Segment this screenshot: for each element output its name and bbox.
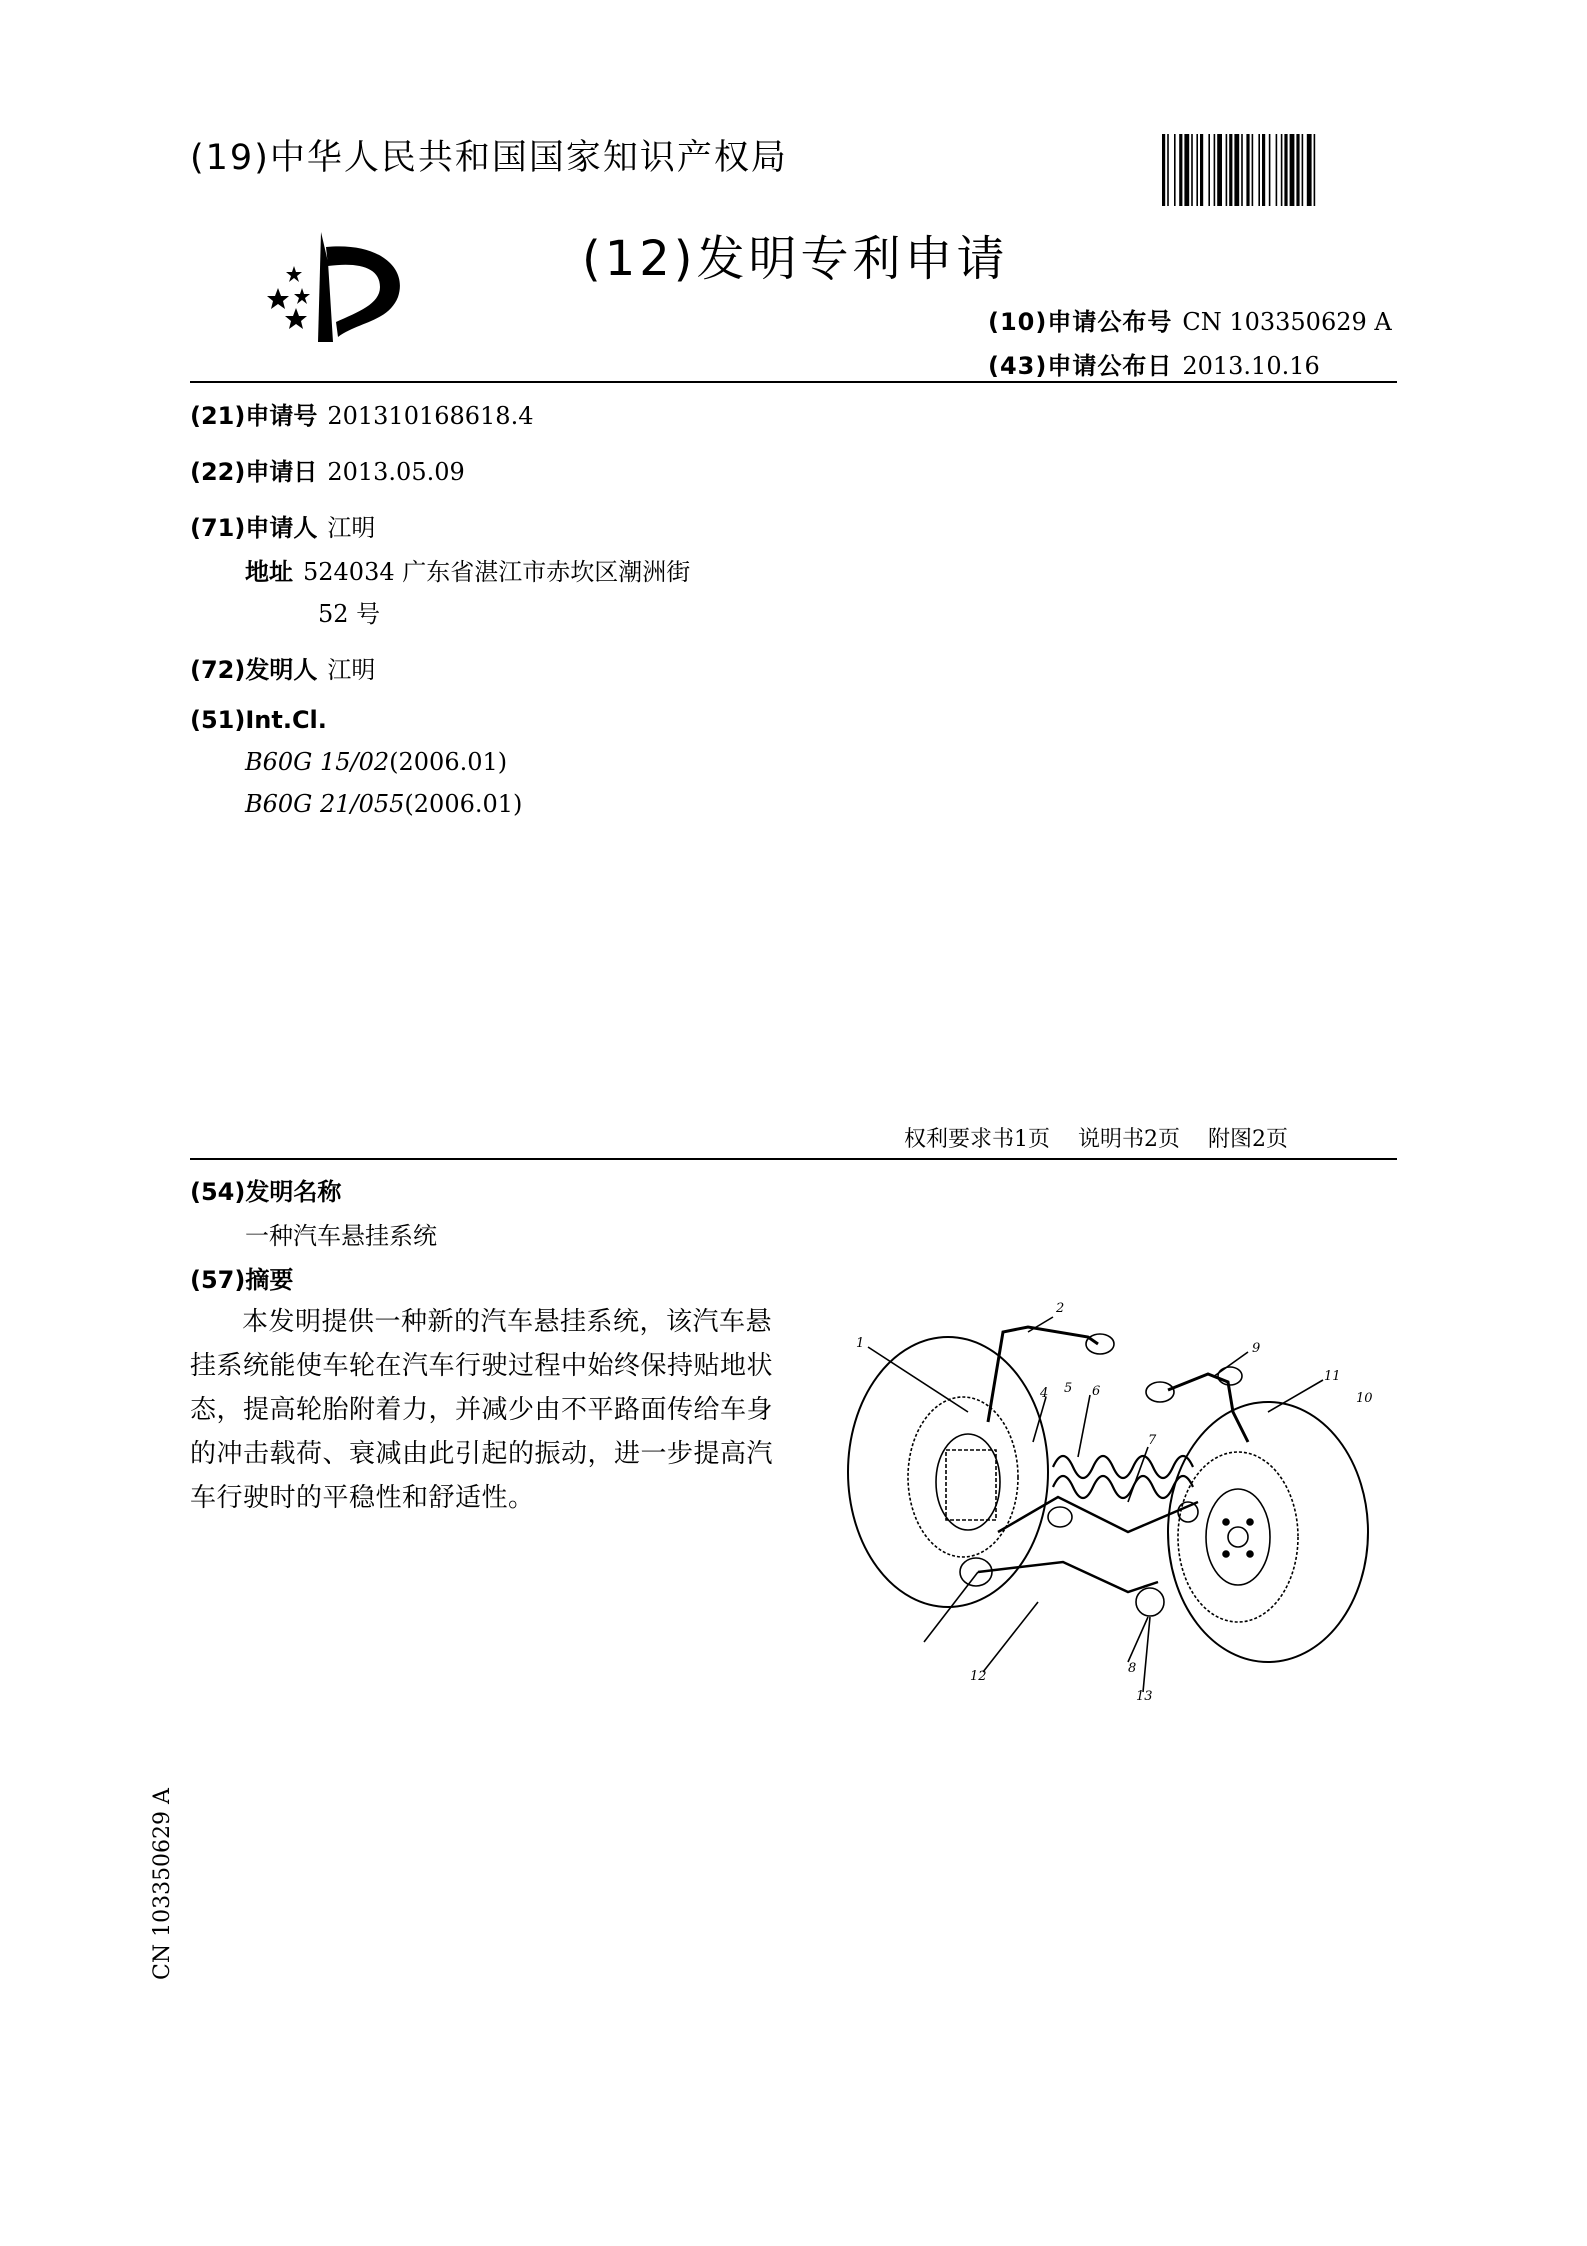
drawing-label: 2 (1056, 1301, 1065, 1316)
drawing-label: 1 (856, 1336, 865, 1351)
applicant-label: (71)申请人 (190, 514, 318, 542)
drawing-label: 4 (1040, 1386, 1049, 1401)
header-divider (190, 381, 1397, 383)
drawing-label: 13 (1136, 1689, 1153, 1704)
page-counts (904, 1122, 1316, 1153)
cnipa-emblem-icon (258, 222, 428, 342)
address-label: 地址 (245, 558, 293, 586)
drawing-label: 7 (1148, 1433, 1157, 1448)
drawing-label: 12 (970, 1669, 987, 1684)
filing-date-label: (22)申请日 (190, 458, 318, 486)
ipc-label: (51)Int.Cl. (190, 706, 327, 734)
section-divider (190, 1158, 1397, 1160)
invention-title-label: (54)发明名称 (190, 1178, 342, 1206)
barcode-icon (1162, 134, 1397, 206)
ipc-version: (2006.01) (404, 790, 523, 818)
publication-number-label: (10)申请公布号 (988, 308, 1173, 336)
drawing-label: 6 (1092, 1384, 1101, 1399)
publication-number-line (988, 302, 1392, 337)
abstract-text: 本发明提供一种新的汽车悬挂系统，该汽车悬挂系统能使车轮在汽车行驶过程中始终保持贴地状态，提高轮胎附着力，并减少由不平路面传给车身的冲击载荷、衰减由此引起的振动，进一步提高汽车行驶时的平稳性和舒适性。 (190, 1307, 774, 1513)
publication-date-line (988, 346, 1320, 381)
applicant: 江明 (327, 514, 376, 542)
applicant-field (190, 508, 375, 543)
filing-date: 2013.05.09 (327, 458, 465, 486)
description-page-count: 说明书2页 (1078, 1127, 1180, 1152)
side-publication-number: CN 103350629 A (150, 1788, 175, 1980)
ipc-field (190, 706, 327, 734)
ipc-class: B60G 21/055 (245, 790, 405, 818)
inventor: 江明 (327, 656, 376, 684)
application-number-field (190, 396, 533, 431)
abstract-label: (57)摘要 (190, 1266, 294, 1294)
suspension-system-drawing (828, 1272, 1388, 1712)
document-kind-title: (12)发明专利申请 (582, 231, 1009, 287)
inventor-label: (72)发明人 (190, 656, 318, 684)
drawing-label: 5 (1064, 1381, 1073, 1396)
drawings-page-count: 附图2页 (1208, 1127, 1288, 1152)
publication-number: CN 103350629 A (1182, 308, 1392, 336)
filing-date-field (190, 452, 465, 487)
publication-date: 2013.10.16 (1182, 352, 1320, 380)
application-number: 201310168618.4 (327, 402, 534, 430)
drawing-label: 9 (1252, 1341, 1261, 1356)
application-number-label: (21)申请号 (190, 402, 318, 430)
ipc-class-row (245, 748, 507, 776)
inventor-field (190, 650, 375, 685)
drawing-label: 11 (1324, 1369, 1341, 1384)
ipc-class-row (245, 790, 522, 818)
address-line-2: 52 号 (318, 600, 381, 628)
drawing-label: 8 (1128, 1661, 1137, 1676)
claims-page-count: 权利要求书1页 (904, 1127, 1050, 1152)
ipc-class: B60G 15/02 (245, 748, 390, 776)
drawing-label: 10 (1356, 1391, 1373, 1406)
address-field (245, 552, 690, 587)
invention-title: 一种汽车悬挂系统 (245, 1222, 437, 1250)
office-name: (19)中华人民共和国国家知识产权局 (190, 138, 788, 178)
ipc-version: (2006.01) (389, 748, 508, 776)
address-line-1: 524034 广东省湛江市赤坎区潮洲街 (303, 558, 691, 586)
publication-date-label: (43)申请公布日 (988, 352, 1173, 380)
